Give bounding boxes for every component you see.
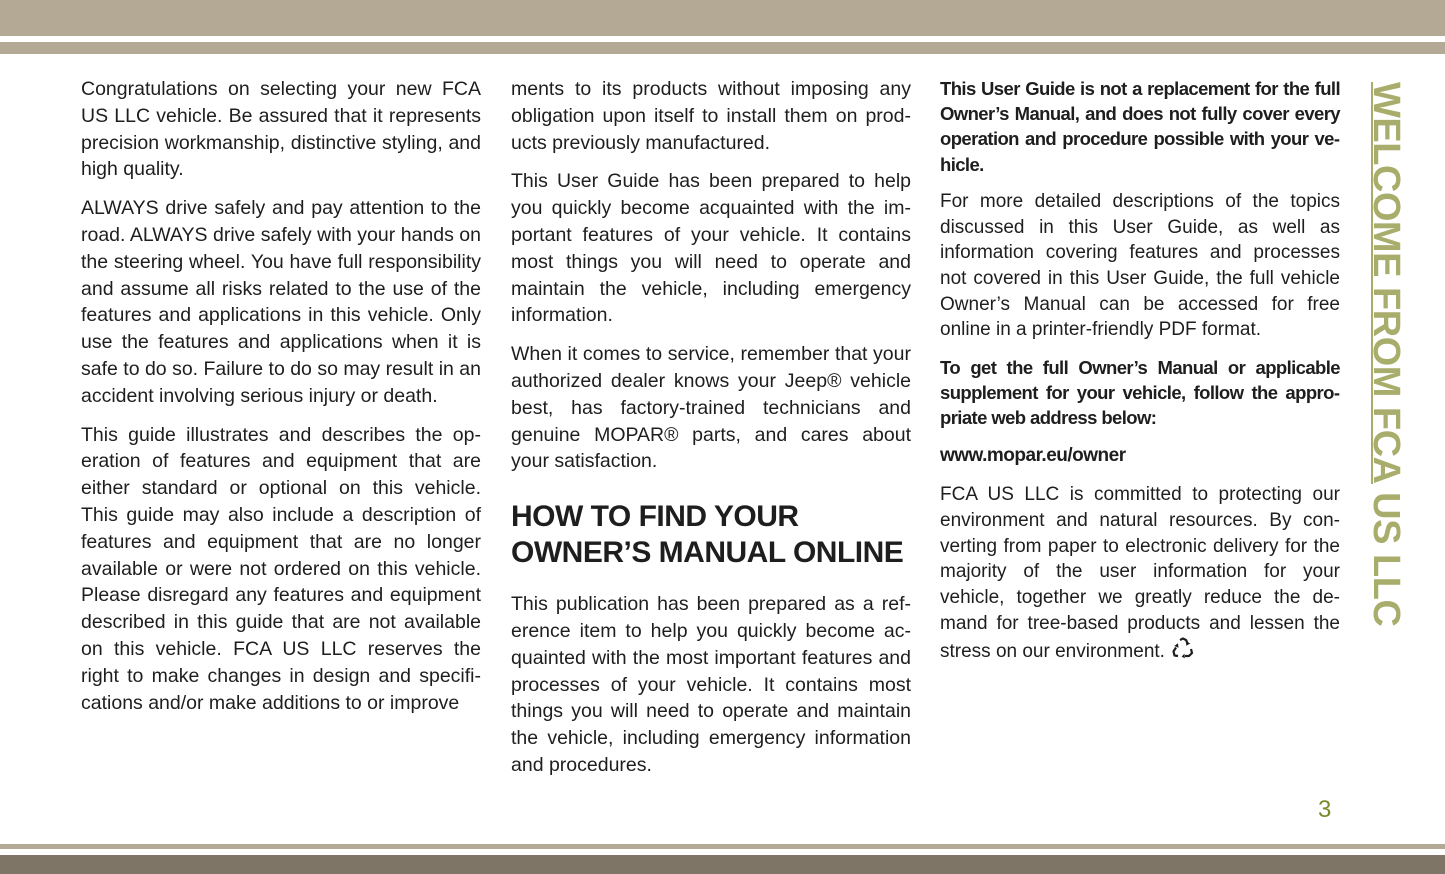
top-band-stripe [0,42,1445,54]
page-number: 3 [1318,796,1332,823]
column-2 [511,76,911,791]
section-heading [511,499,911,571]
heading-line-2: OWNER’S MANUAL ONLINE [511,536,904,570]
side-title: WELCOME FROM FCA US LLC [1365,82,1407,627]
owner-url[interactable]: www.mopar.eu/owner [940,444,1126,466]
detail-paragraph: For more detailed descriptions of the topics discussed in this User Guide, as well as information covering features and processes not covered in this User Guide, the full vehicle Owner’s Manual can be accessed for free online in a printer-friendly PDF format. [940,190,1340,341]
user-guide-paragraph: This User Guide has been prepared to help you quickly become acquainted with the important features of your vehicle. It contains most things you will need to operate and maintain the vehicle, including emergency information. [511,170,911,327]
environment-text: FCA US LLC is committed to protecting our environment and natural resources. By converting from paper to electronic delivery for the majority of the user information for your vehicle, together we greatly reduce the demand for tree-based products and lessen the stress on our environment. [940,484,1340,662]
safety-paragraph: ALWAYS drive safely and pay attention to the road. ALWAYS drive safely with your hands on the steering wheel. You have full responsibility and assume all risks related to the use of the features and applications in this vehicle. Only use the features and applications when it is safe to do so. Failure to do so may result in an accident involving serious injury or death. [81,197,481,407]
publication-paragraph: This publication has been prepared as a reference item to help you quickly become acquainted with the most important features and processes of your vehicle. It contains most things you will need to operate and maintain the vehicle, including emergency information and procedures. [511,593,911,776]
continued-paragraph: ments to its products without imposing any obligation upon itself to install them on products previously manufactured. [511,78,911,154]
guide-description-paragraph: This guide illustrates and describes the operation of features and equipment that are either standard or optional on this vehicle. This guide may also include a description of features and equipment that are no longer available or were not ordered on this vehicle. Please disregard any features and equipment described in this guide that are not available on this vehicle. FCA US LLC reserves the right to make changes in design and specifications and/or make additions to or improve [81,423,481,714]
column-3 [940,76,1340,676]
intro-paragraph: Congratulations on selecting your new FCA US LLC vehicle. Be assured that it represents precision workmanship, distinctive styling, and high quality. [81,78,481,181]
bottom-band [0,855,1445,874]
environment-paragraph [940,482,1340,664]
top-band [0,0,1445,36]
disclaimer-paragraph: This User Guide is not a replacement for the full Owner’s Manual, and does not fully cover every operation and procedure possible with your vehicle. [940,78,1340,175]
instruction-paragraph: To get the full Owner’s Manual or applicable supplement for your vehicle, follow the appropriate web address below: [940,357,1340,429]
service-paragraph: When it comes to service, remember that your authorized dealer knows your Jeep® vehicle best, has factory-trained technicians and genuine MOPAR® parts, and cares about your satisfaction. [511,343,911,473]
column-1 [81,76,481,728]
bottom-band-stripe [0,844,1445,849]
recycle-icon [1171,637,1195,659]
heading-line-1: HOW TO FIND YOUR [511,500,799,534]
